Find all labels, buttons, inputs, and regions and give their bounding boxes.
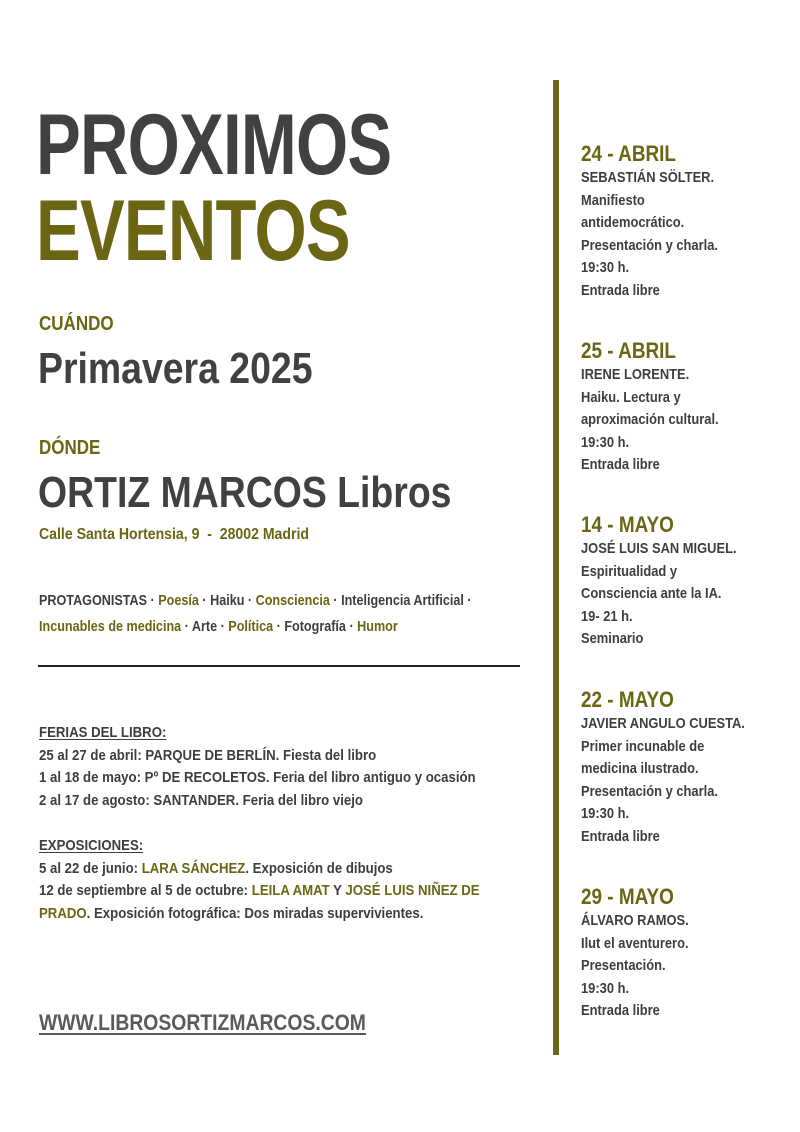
event-line: Presentación y charla. bbox=[581, 782, 718, 800]
event-line: 19- 21 h. bbox=[581, 607, 633, 625]
vertical-divider bbox=[553, 80, 559, 1055]
event-line: Consciencia ante la IA. bbox=[581, 585, 722, 602]
separator: · bbox=[181, 618, 192, 635]
exposicion-line-2 bbox=[39, 880, 532, 903]
separator: · bbox=[463, 592, 472, 609]
event-line: Ilut el aventurero. bbox=[581, 934, 689, 952]
separator: · bbox=[244, 592, 256, 609]
exposicion-artist: PRADO bbox=[39, 904, 87, 922]
title-line-1: PROXIMOS bbox=[36, 97, 392, 193]
protagonistas-list bbox=[39, 588, 509, 640]
event-item bbox=[581, 884, 770, 1023]
event-line: Entrada libre bbox=[581, 1002, 660, 1019]
separator: · bbox=[147, 592, 159, 609]
exposicion-date: 12 de septiembre al 5 de octubre: bbox=[39, 882, 252, 899]
tag-consciencia: Consciencia bbox=[255, 592, 330, 609]
separator: · bbox=[198, 592, 211, 609]
event-line: aproximación cultural. bbox=[581, 411, 719, 428]
event-line: Haiku. Lectura y bbox=[581, 388, 681, 406]
exposicion-line-1 bbox=[39, 858, 532, 881]
event-line: JOSÉ LUIS SAN MIGUEL. bbox=[581, 540, 737, 557]
exposicion-desc: . Exposición fotográfica: Dos miradas supervivientes. bbox=[86, 904, 424, 922]
ferias-heading: FERIAS DEL LIBRO: bbox=[39, 724, 167, 741]
when-label: CUÁNDO bbox=[39, 313, 114, 335]
event-line: IRENE LORENTE. bbox=[581, 366, 690, 383]
event-line: Seminario bbox=[581, 630, 644, 647]
feria-line: 2 al 17 de agosto: SANTANDER. Feria del libro viejo bbox=[39, 791, 363, 809]
event-line: SEBASTIÁN SÖLTER. bbox=[581, 169, 715, 186]
event-line: JAVIER ANGULO CUESTA. bbox=[581, 715, 745, 732]
event-line: Entrada libre bbox=[581, 456, 660, 473]
address: Calle Santa Hortensia, 9 - 28002 Madrid bbox=[39, 526, 309, 543]
event-line: Presentación y charla. bbox=[581, 236, 718, 254]
divider bbox=[38, 665, 520, 667]
event-line: 19:30 h. bbox=[581, 259, 630, 276]
event-line: 19:30 h. bbox=[581, 979, 630, 997]
exposiciones-section bbox=[39, 835, 532, 925]
exposiciones-heading: EXPOSICIONES: bbox=[39, 837, 144, 854]
event-line: Espiritualidad y bbox=[581, 562, 678, 580]
when-value: Primavera 2025 bbox=[38, 344, 313, 393]
where-value: ORTIZ MARCOS Libros bbox=[38, 468, 452, 517]
event-line: medicina ilustrado. bbox=[581, 760, 699, 777]
tag-humor: Humor bbox=[357, 618, 398, 635]
event-item bbox=[581, 512, 770, 651]
where-label: DÓNDE bbox=[39, 437, 101, 459]
event-line: Primer incunable de bbox=[581, 737, 705, 755]
event-line: Entrada libre bbox=[581, 281, 660, 299]
event-line: Entrada libre bbox=[581, 827, 660, 845]
event-line: 19:30 h. bbox=[581, 433, 630, 451]
separator: · bbox=[273, 618, 285, 635]
feria-line: 1 al 18 de mayo: Pº DE RECOLETOS. Feria del libro antiguo y ocasión bbox=[39, 769, 476, 786]
event-item bbox=[581, 687, 770, 848]
event-item bbox=[581, 141, 770, 302]
tag-incunables: Incunables de medicina bbox=[39, 618, 182, 635]
tag-poesia: Poesía bbox=[158, 592, 199, 609]
event-line: 19:30 h. bbox=[581, 805, 630, 822]
event-item bbox=[581, 338, 770, 477]
tag-haiku: Haiku bbox=[210, 592, 245, 609]
event-date: 22 - MAYO bbox=[581, 687, 674, 712]
tag-fotografia: Fotografía bbox=[284, 618, 346, 635]
exposicion-joiner: Y bbox=[329, 882, 346, 899]
tag-arte: Arte bbox=[191, 618, 218, 635]
tag-ia: Inteligencia Artificial bbox=[341, 592, 464, 609]
separator: · bbox=[217, 618, 229, 635]
tag-politica: Política bbox=[228, 618, 274, 635]
exposicion-artist: LARA SÁNCHEZ bbox=[141, 859, 246, 877]
exposicion-artist: JOSÉ LUIS NIÑEZ DE bbox=[345, 882, 480, 899]
event-date: 29 - MAYO bbox=[581, 884, 674, 909]
exposicion-artist: LEILA AMAT bbox=[251, 882, 330, 899]
separator: · bbox=[345, 618, 358, 635]
protagonistas-label: PROTAGONISTAS bbox=[39, 592, 148, 609]
event-date: 14 - MAYO bbox=[581, 512, 674, 537]
event-date: 25 - ABRIL bbox=[581, 338, 676, 363]
website-link[interactable]: WWW.LIBROSORTIZMARCOS.COM bbox=[39, 1010, 366, 1035]
title-line-2: EVENTOS bbox=[36, 183, 350, 279]
event-line: Manifiesto bbox=[581, 191, 645, 209]
event-line: antidemocrático. bbox=[581, 214, 685, 231]
separator: · bbox=[329, 592, 342, 609]
event-date: 24 - ABRIL bbox=[581, 141, 676, 166]
exposicion-line-3 bbox=[39, 903, 532, 926]
event-line: Presentación. bbox=[581, 957, 666, 974]
exposicion-desc: . Exposición de dibujos bbox=[245, 859, 393, 877]
exposicion-date: 5 al 22 de junio: bbox=[39, 859, 142, 877]
ferias-section bbox=[39, 722, 532, 812]
feria-line: 25 al 27 de abril: PARQUE DE BERLÍN. Fiesta del libro bbox=[39, 746, 377, 764]
event-line: ÁLVARO RAMOS. bbox=[581, 912, 689, 929]
